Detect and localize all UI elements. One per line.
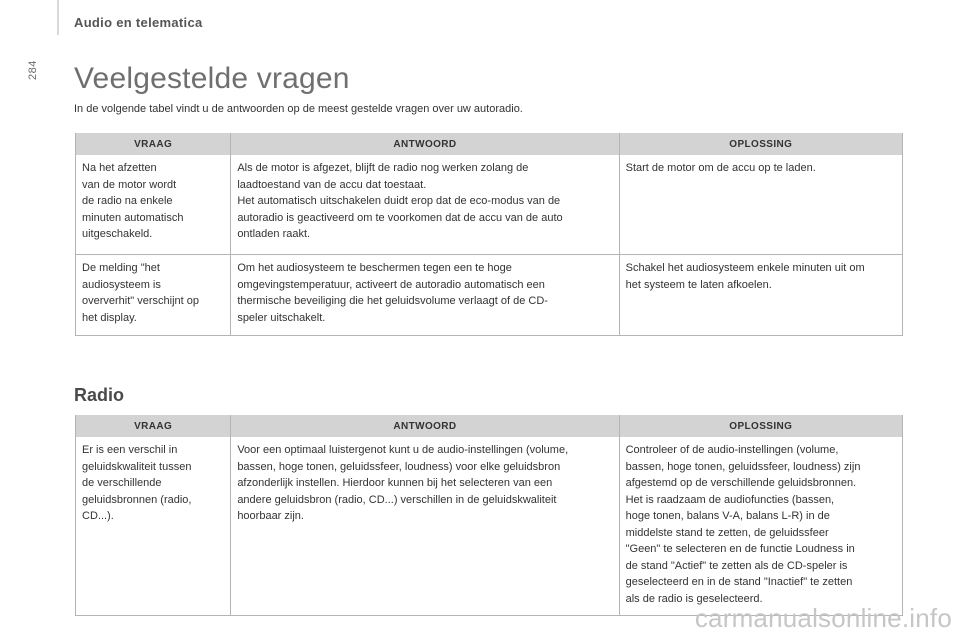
text-line: audiosysteem is bbox=[82, 278, 161, 291]
text-line: autoradio is geactiveerd om te voorkomen dat de accu van de auto bbox=[237, 211, 563, 224]
solution-cell bbox=[619, 155, 902, 255]
question-cell bbox=[76, 437, 231, 616]
text-line: andere geluidsbron (radio, CD...) verschillen in de geluidskwaliteit bbox=[237, 493, 557, 506]
text-line: hoorbaar zijn. bbox=[237, 510, 304, 522]
question-cell bbox=[76, 155, 231, 255]
text-line: het systeem te laten afkoelen. bbox=[625, 278, 772, 291]
intro-text: In de volgende tabel vindt u de antwoorden op de meest gestelde vragen over uw autoradio. bbox=[74, 103, 523, 115]
text-line: van de motor wordt bbox=[82, 178, 177, 191]
text-line: uitgeschakeld. bbox=[82, 228, 153, 240]
text-line: Schakel het audiosysteem enkele minuten uit om bbox=[625, 262, 865, 274]
chapter-title: Audio en telematica bbox=[74, 15, 203, 30]
header-solution: OPLOSSING bbox=[619, 133, 902, 155]
solution-cell bbox=[619, 255, 902, 336]
watermark: carmanualsonline.info bbox=[694, 603, 952, 633]
faq-table-radio bbox=[75, 415, 903, 616]
text-line: De melding "het bbox=[82, 262, 160, 274]
text-line: Er is een verschil in bbox=[82, 444, 178, 456]
text-line: middelste stand te zetten, de geluidssfeer bbox=[625, 526, 829, 539]
header-question: VRAAG bbox=[76, 133, 231, 155]
text-line: bassen, hoge tonen, geluidssfeer, loudness) voor elke geluidsbron bbox=[237, 460, 561, 473]
text-line: afzonderlijk instellen. Hierdoor kunnen bij het selecteren van een bbox=[237, 477, 553, 489]
text-line: thermische beveiliging die het geluidsvolume verlaagt of de CD- bbox=[237, 295, 548, 307]
section-heading-radio: Radio bbox=[74, 385, 125, 405]
text-line: oververhit" verschijnt op bbox=[82, 295, 200, 307]
table-header-row bbox=[76, 133, 903, 155]
text-line: "Geen" te selecteren en de functie Loudness in bbox=[625, 543, 855, 555]
header-solution: OPLOSSING bbox=[619, 415, 902, 437]
question-cell bbox=[76, 255, 231, 336]
text-line: Start de motor om de accu op te laden. bbox=[625, 162, 816, 174]
text-line: minuten automatisch bbox=[82, 211, 184, 224]
text-line: CD...). bbox=[82, 510, 114, 522]
text-line: geluidsbronnen (radio, bbox=[82, 493, 192, 506]
text-line: Het automatisch uitschakelen duidt erop dat de eco-modus van de bbox=[237, 195, 561, 207]
text-line: Na het afzetten bbox=[82, 162, 157, 174]
text-line: geselecteerd en in de stand "Inactief" te zetten bbox=[625, 576, 853, 588]
text-line: Als de motor is afgezet, blijft de radio nog werken zolang de bbox=[237, 162, 529, 174]
text-line: de verschillende bbox=[82, 477, 162, 489]
text-line: Voor een optimaal luistergenot kunt u de audio-instellingen (volume, bbox=[237, 444, 569, 456]
text-line: omgevingstemperatuur, activeert de autoradio automatisch een bbox=[237, 278, 545, 291]
text-line: de stand "Actief" te zetten als de CD-speler is bbox=[625, 559, 848, 572]
answer-cell bbox=[231, 155, 619, 255]
text-line: Controleer of de audio-instellingen (volume, bbox=[625, 444, 839, 456]
faq-table-general bbox=[75, 133, 903, 336]
text-line: Het is raadzaam de audiofuncties (bassen, bbox=[625, 493, 835, 506]
page-title: Veelgestelde vragen bbox=[74, 62, 350, 95]
table-header-row bbox=[76, 415, 903, 437]
table-row bbox=[76, 255, 903, 336]
header-divider bbox=[57, 0, 59, 35]
solution-cell bbox=[619, 437, 902, 616]
answer-cell bbox=[231, 437, 619, 616]
header-question: VRAAG bbox=[76, 415, 231, 437]
text-line: hoge tonen, balans V-A, balans L-R) in de bbox=[625, 510, 830, 522]
text-line: speler uitschakelt. bbox=[237, 311, 326, 324]
table-row bbox=[76, 155, 903, 255]
text-line: het display. bbox=[82, 311, 137, 324]
page-number: 284 bbox=[27, 60, 39, 80]
text-line: bassen, hoge tonen, geluidssfeer, loudness) zijn bbox=[625, 460, 861, 473]
text-line: ontladen raakt. bbox=[237, 228, 311, 240]
text-line: de radio na enkele bbox=[82, 195, 173, 207]
text-line: als de radio is geselecteerd. bbox=[625, 592, 763, 605]
text-line: geluidskwaliteit tussen bbox=[82, 460, 192, 473]
text-line: laadtoestand van de accu dat toestaat. bbox=[237, 178, 427, 191]
header-answer: ANTWOORD bbox=[231, 133, 619, 155]
text-line: Om het audiosysteem te beschermen tegen een te hoge bbox=[237, 262, 512, 274]
text-line: afgestemd op de verschillende geluidsbronnen. bbox=[625, 477, 857, 489]
answer-cell bbox=[231, 255, 619, 336]
table-row bbox=[76, 437, 903, 616]
header-answer: ANTWOORD bbox=[231, 415, 619, 437]
